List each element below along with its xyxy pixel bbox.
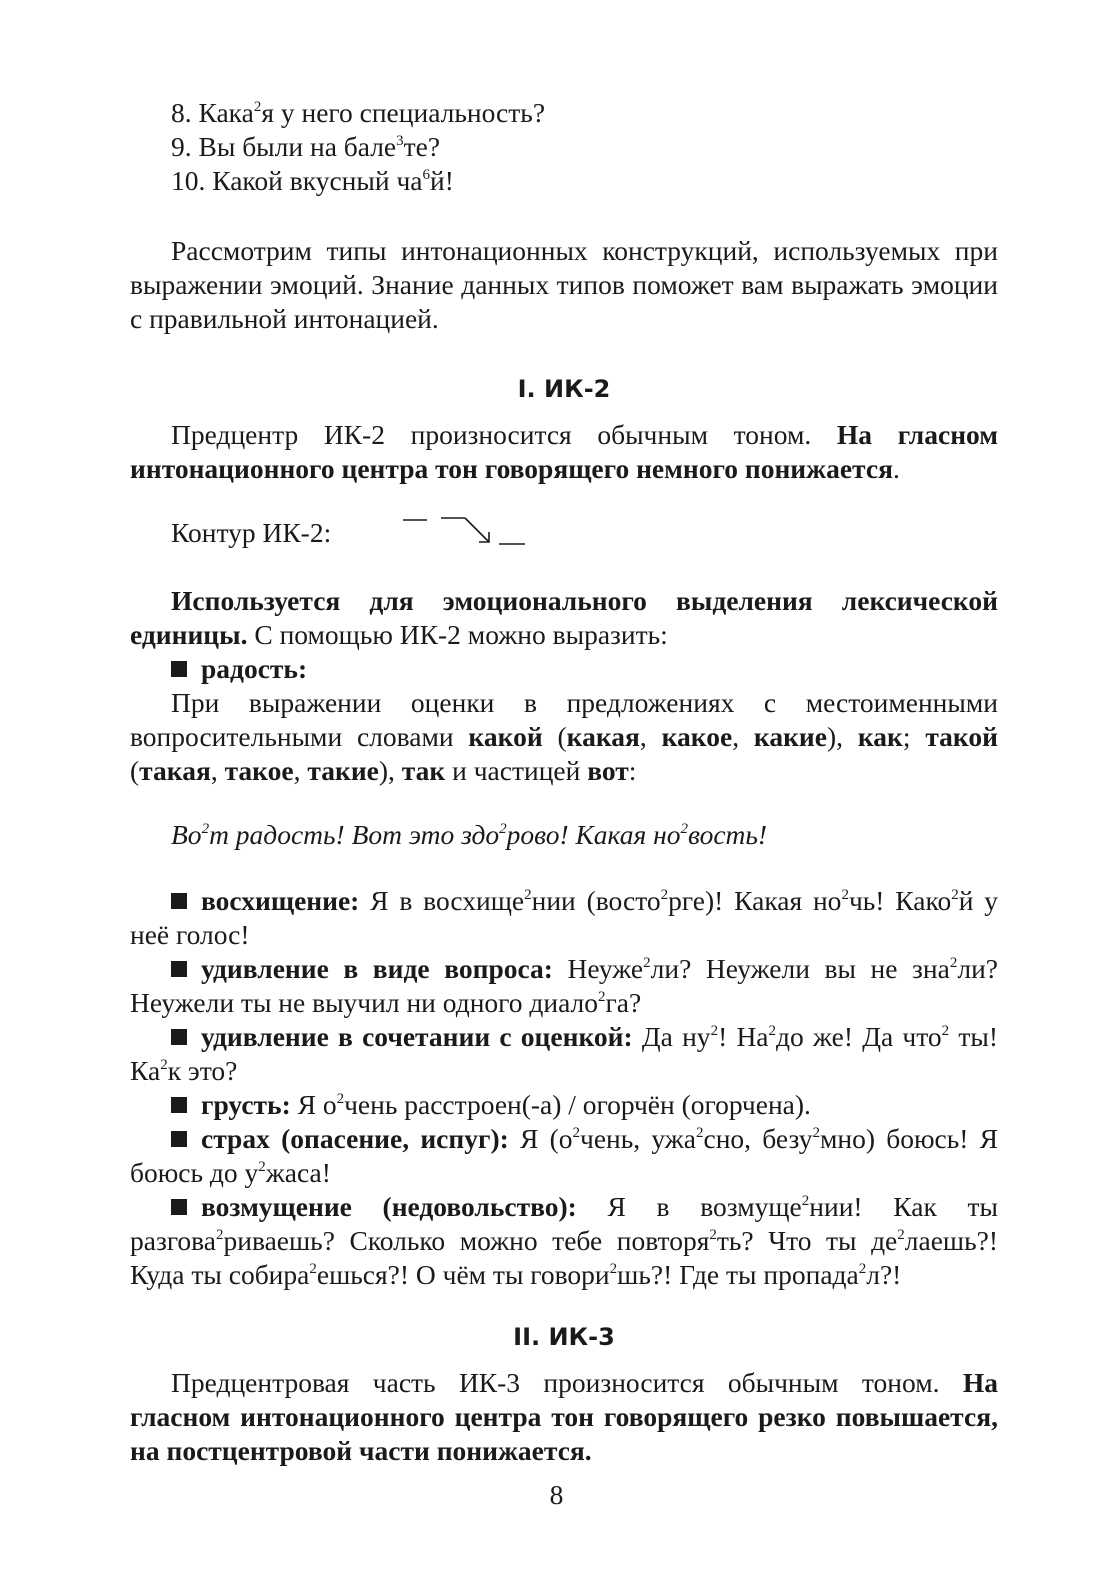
text-fragment: Я о (290, 1089, 337, 1120)
stress-mark: 2 (258, 1159, 266, 1175)
text-fragment: Да ну (632, 1021, 711, 1052)
emotion-item (130, 952, 998, 1020)
text-fragment: Неуже (552, 953, 644, 984)
stress-mark: 2 (598, 989, 606, 1005)
emotion-label: удивление в виде вопроса: (201, 953, 553, 984)
emotion-label: восхищение: (201, 885, 360, 916)
text-fragment: ли? Неужели ты не выучил ни одного диало (130, 953, 998, 1018)
page-content (130, 96, 998, 1468)
text-fragment: рге)! Какая но (668, 885, 842, 916)
text-fragment: ), (826, 721, 858, 752)
text-fragment: й у неё голос! (130, 885, 999, 950)
bullet-square-icon (171, 1097, 187, 1113)
bullet-square-icon (171, 961, 187, 977)
page-number: 8 (549, 1479, 564, 1510)
emotion-item (130, 1088, 998, 1122)
stress-mark: 2 (710, 1023, 719, 1039)
bold-word: так (401, 755, 446, 786)
bullet-square-icon (171, 893, 187, 909)
stress-mark: 2 (709, 1227, 717, 1243)
text-fragment: , (732, 721, 754, 752)
bold-word: такие (307, 755, 379, 786)
text-fragment: , (639, 721, 662, 752)
ik3-description: Предцентровая часть ИК-3 произносится обычным тоном. На гласном интонационного центра тон говорящего резко повышается, на постцентровой части понижается. (130, 1367, 998, 1466)
stress-mark: 2 (768, 1023, 777, 1039)
text-fragment: га? (605, 987, 642, 1018)
text-fragment: вость! (688, 819, 768, 850)
text-fragment: лаешь?! Куда ты собира (130, 1225, 998, 1290)
stress-mark: 2 (499, 821, 507, 837)
text-fragment: Я в восхище (359, 885, 525, 916)
text-fragment: Я (о (508, 1123, 573, 1154)
emotion-label: грусть: (201, 1089, 291, 1120)
bold-word: какое (661, 721, 733, 752)
stress-mark: 2 (801, 1193, 810, 1209)
text-fragment: т радость! Вот это здо (209, 819, 500, 850)
stress-mark: 2 (643, 955, 651, 971)
stress-mark: 2 (524, 887, 532, 903)
section-title-ik3: II. ИК-3 (513, 1323, 615, 1351)
stress-mark: 2 (680, 821, 688, 837)
text-fragment: : (628, 755, 637, 786)
text-fragment: нии (восто (531, 885, 661, 916)
stress-mark: 2 (160, 1057, 168, 1073)
stress-mark: 2 (941, 1023, 950, 1039)
emotion-label: возмущение (недовольство): (201, 1191, 577, 1222)
stress-mark: 2 (949, 955, 958, 971)
contour-diagram (403, 508, 543, 548)
stress-mark: 2 (309, 1261, 317, 1277)
emotion-item (130, 1122, 998, 1190)
stress-mark: 2 (858, 1261, 867, 1277)
stress-mark: 2 (951, 887, 959, 903)
text-fragment: Я в возмуще (576, 1191, 802, 1222)
example-item: 8. Кака$^2$я у него специальность? (171, 97, 546, 128)
text-fragment: ли? Неужели вы не зна (650, 953, 950, 984)
emotion-item (130, 1020, 998, 1088)
emotion-label: страх (опасение, испуг): (201, 1123, 509, 1154)
text-fragment: к это? (167, 1055, 238, 1086)
stress-mark: 2 (660, 887, 669, 903)
text-fragment: до же! Да что (776, 1021, 942, 1052)
bold-word: какой (468, 721, 543, 752)
ik2-usage: Используется для эмоционального выделения лексической единицы. С помощью ИК-2 можно выразить: (130, 585, 998, 650)
text-fragment: ; (902, 721, 926, 752)
emotion-list (130, 884, 998, 1292)
text-fragment: ( (542, 721, 567, 752)
text-fragment: ! На (718, 1021, 769, 1052)
text-fragment: , (293, 755, 308, 786)
joy-example (171, 818, 998, 852)
text-fragment: шь?! Где ты пропада (617, 1259, 859, 1290)
section-title-ik2: I. ИК-2 (517, 375, 611, 403)
text-fragment: сно, безу (703, 1123, 813, 1154)
text-fragment: При выражении оценки в предложениях с местоименными вопросительными словами (130, 687, 998, 752)
bold-word: какая (566, 721, 640, 752)
text-fragment: риваешь? Сколько можно тебе повторя (223, 1225, 710, 1256)
text-fragment: жаса! (265, 1157, 331, 1188)
ik2-description: Предцентр ИК-2 произносится обычным тоном. На гласном интонационного центра тон говорящего немного понижается. (130, 419, 998, 484)
text-fragment: мно) боюсь! Я боюсь до у (130, 1123, 999, 1188)
text-fragment: рово! Какая но (506, 819, 681, 850)
text-fragment: чь! Како (848, 885, 952, 916)
bullet-square-icon (171, 1131, 187, 1147)
joy-explanation (130, 686, 998, 788)
example-list (171, 96, 998, 198)
bold-word: такая (139, 755, 211, 786)
text-fragment: ть? Что ты де (716, 1225, 898, 1256)
stress-mark: 2 (696, 1125, 704, 1141)
bold-word: какие (753, 721, 827, 752)
stress-mark: 2 (897, 1227, 905, 1243)
text-fragment: чень, ужа (580, 1123, 696, 1154)
text-fragment: ешься?! О чём ты говори (316, 1259, 610, 1290)
example-item: 9. Вы были на бале$^3$те? (171, 131, 441, 162)
bullet-square-icon (171, 1199, 187, 1215)
text-fragment: ( (130, 755, 140, 786)
text-fragment: чень расстроен(-а) / огорчён (огорчена). (344, 1089, 811, 1120)
text-fragment: и частицей (445, 755, 588, 786)
text-fragment: ), (378, 755, 402, 786)
text-fragment: , (210, 755, 225, 786)
bold-word: такой (925, 721, 998, 752)
stress-mark: 2 (572, 1125, 580, 1141)
emotion-item (130, 1190, 998, 1292)
bold-word: такое (224, 755, 294, 786)
stress-mark: 2 (841, 887, 849, 903)
bold-word: как (857, 721, 903, 752)
example-item: 10. Какой вкусный $ча^6й$! (171, 165, 454, 196)
emotion-label: удивление в сочетании с оценкой: (201, 1021, 633, 1052)
contour-ik2 (171, 516, 998, 556)
joy-heading: радость: (130, 652, 998, 686)
text-fragment: ты! Ка (130, 1021, 998, 1086)
intro-paragraph: Рассмотрим типы интонационных конструкций, используемых при выражении эмоций. Знание данных типов поможет вам выражать эмоции с правильной интонацией. (130, 235, 998, 334)
stress-mark: 2 (336, 1091, 345, 1107)
stress-mark: 2 (609, 1261, 618, 1277)
bullet-square-icon (171, 661, 187, 677)
contour-label: Контур ИК-2: (171, 517, 332, 548)
stress-mark: 2 (812, 1125, 820, 1141)
text-fragment: Во (171, 819, 202, 850)
text-fragment: л?! (866, 1259, 902, 1290)
text-fragment: нии! Как ты разгова (130, 1191, 998, 1256)
stress-mark: 2 (201, 821, 210, 837)
emotion-item (130, 884, 998, 952)
stress-mark: 2 (216, 1227, 224, 1243)
bold-word: вот (587, 755, 629, 786)
bullet-square-icon (171, 1029, 187, 1045)
